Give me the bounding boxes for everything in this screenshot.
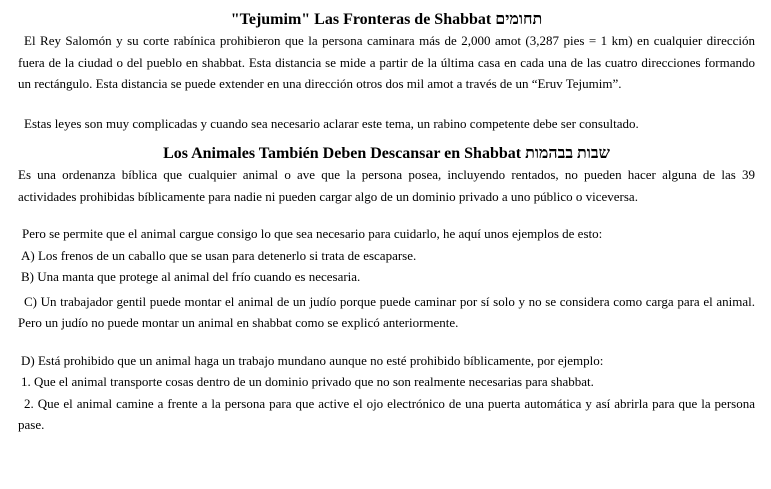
tejumim-consult-paragraph: Estas leyes son muy complicadas y cuando sea necesario aclarar este tema, un rabino competente debe ser consultado. [24,115,639,131]
list-item-c: C) Un trabajador gentil puede montar el animal de un judío porque puede caminar por sí solo y no se considera como carga para el animal. Pero un judío no puede montar un animal en shabbat como se explicó anteriormente. [18,293,755,330]
spacer [18,95,755,115]
tejumim-paragraph: El Rey Salomón y su corte rabínica prohibieron que la persona caminara más de 2,000 amot (3,287 pies = 1 km) en cualquier dirección fuera de la ciudad o del pueblo en shabbat. Esta distancia se mide a partir de la última casa en cada una de las cuatro direcciones formando un rectángulo. Esta distancia se puede extender en una dirección otros dos mil amot a través de un “Eruv Tejumim”. [18,33,755,91]
sub-item-1: 1. Que el animal transporte cosas dentro de un dominio privado que no son realmente necesarias para shabbat. [21,374,594,389]
list-item-d: D) Está prohibido que un animal haga un trabajo mundano aunque no esté prohibido bíblicamente, por ejemplo: [21,352,604,368]
section-title-animales: Los Animales También Deben Descansar en Shabbat שבות בבהמות [163,145,610,162]
section-title-tejumim: "Tejumim" Las Fronteras de Shabbat תחומים [230,11,543,28]
animales-intro: Pero se permite que el animal cargue consigo lo que sea necesario para cuidarlo, he aquí unos ejemplos de esto: [22,226,603,241]
document-page [18,0,755,436]
list-item-a: A) Los frenos de un caballo que se usan para detenerlo si trata de escaparse. [21,247,417,263]
animales-paragraph: Es una ordenanza bíblica que cualquier animal o ave que la persona posea, incluyendo rentados, no pueden hacer alguna de las 39 actividades prohibidas bíblicamente para nadie ni pueden cargar algo de un dominio privado a uno público o viceversa. [18,167,755,204]
sub-item-2: 2. Que el animal camine a frente a la persona para que active el ojo electrónico de una puerta automática y así abrirla para que la persona pase. [18,395,755,432]
list-item-b: B) Una manta que protege al animal del frío cuando es necesaria. [21,269,361,284]
